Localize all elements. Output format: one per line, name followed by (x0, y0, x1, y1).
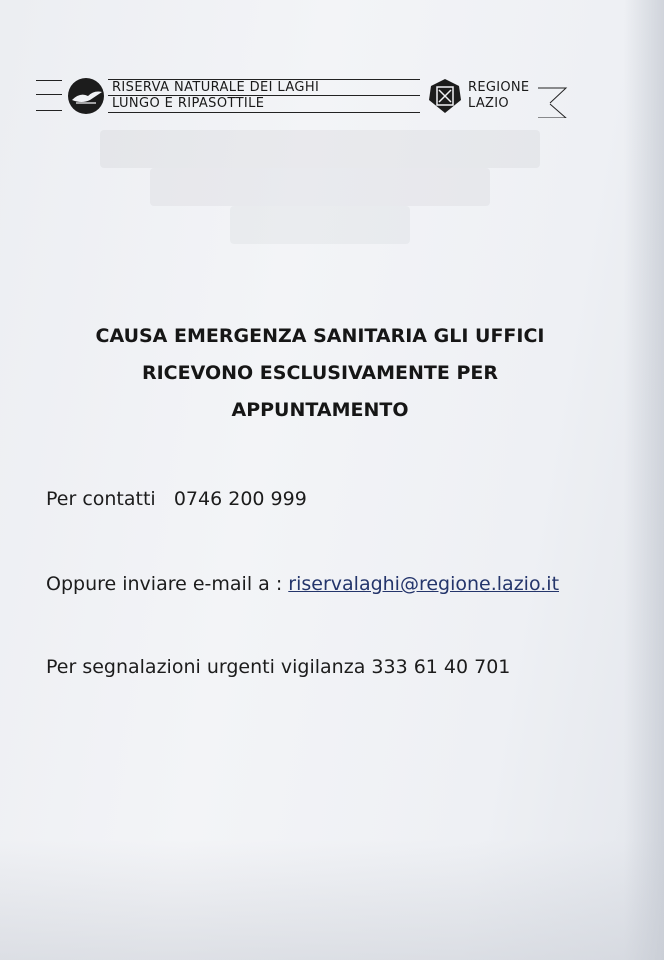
urgent-contact-line (46, 656, 626, 678)
region-chevron-icon (536, 78, 568, 118)
notice-heading (40, 318, 600, 429)
reserve-name-line1: RISERVA NATURALE DEI LAGHI (112, 80, 320, 95)
notice-line-1: CAUSA EMERGENZA SANITARIA GLI UFFICI (95, 325, 545, 347)
page-shadow (624, 0, 664, 960)
notice-line-3: APPUNTAMENTO (231, 399, 409, 421)
email-label: Oppure inviare e-mail a : (46, 573, 283, 595)
reserve-name (112, 80, 432, 112)
letterhead (36, 70, 576, 120)
email-link[interactable]: riservalaghi@regione.lazio.it (288, 573, 560, 595)
region-name-line1: REGIONE (468, 80, 530, 95)
urgent-phone: 333 61 40 701 (371, 656, 511, 678)
phone-label: Per contatti (46, 488, 156, 510)
region-emblem-icon (428, 78, 462, 114)
bleed-through (40, 130, 600, 244)
contact-phone-line (46, 488, 626, 510)
contact-email-line (46, 573, 626, 595)
phone-number: 0746 200 999 (173, 488, 307, 510)
page-shadow-bottom (0, 840, 664, 960)
reserve-logo-icon (66, 76, 106, 116)
notice-line-2: RICEVONO ESCLUSIVAMENTE PER (141, 362, 499, 384)
urgent-label: Per segnalazioni urgenti vigilanza (46, 656, 366, 678)
reserve-name-line2: LUNGO E RIPASOTTILE (112, 96, 265, 111)
region-name-line2: LAZIO (468, 96, 509, 111)
